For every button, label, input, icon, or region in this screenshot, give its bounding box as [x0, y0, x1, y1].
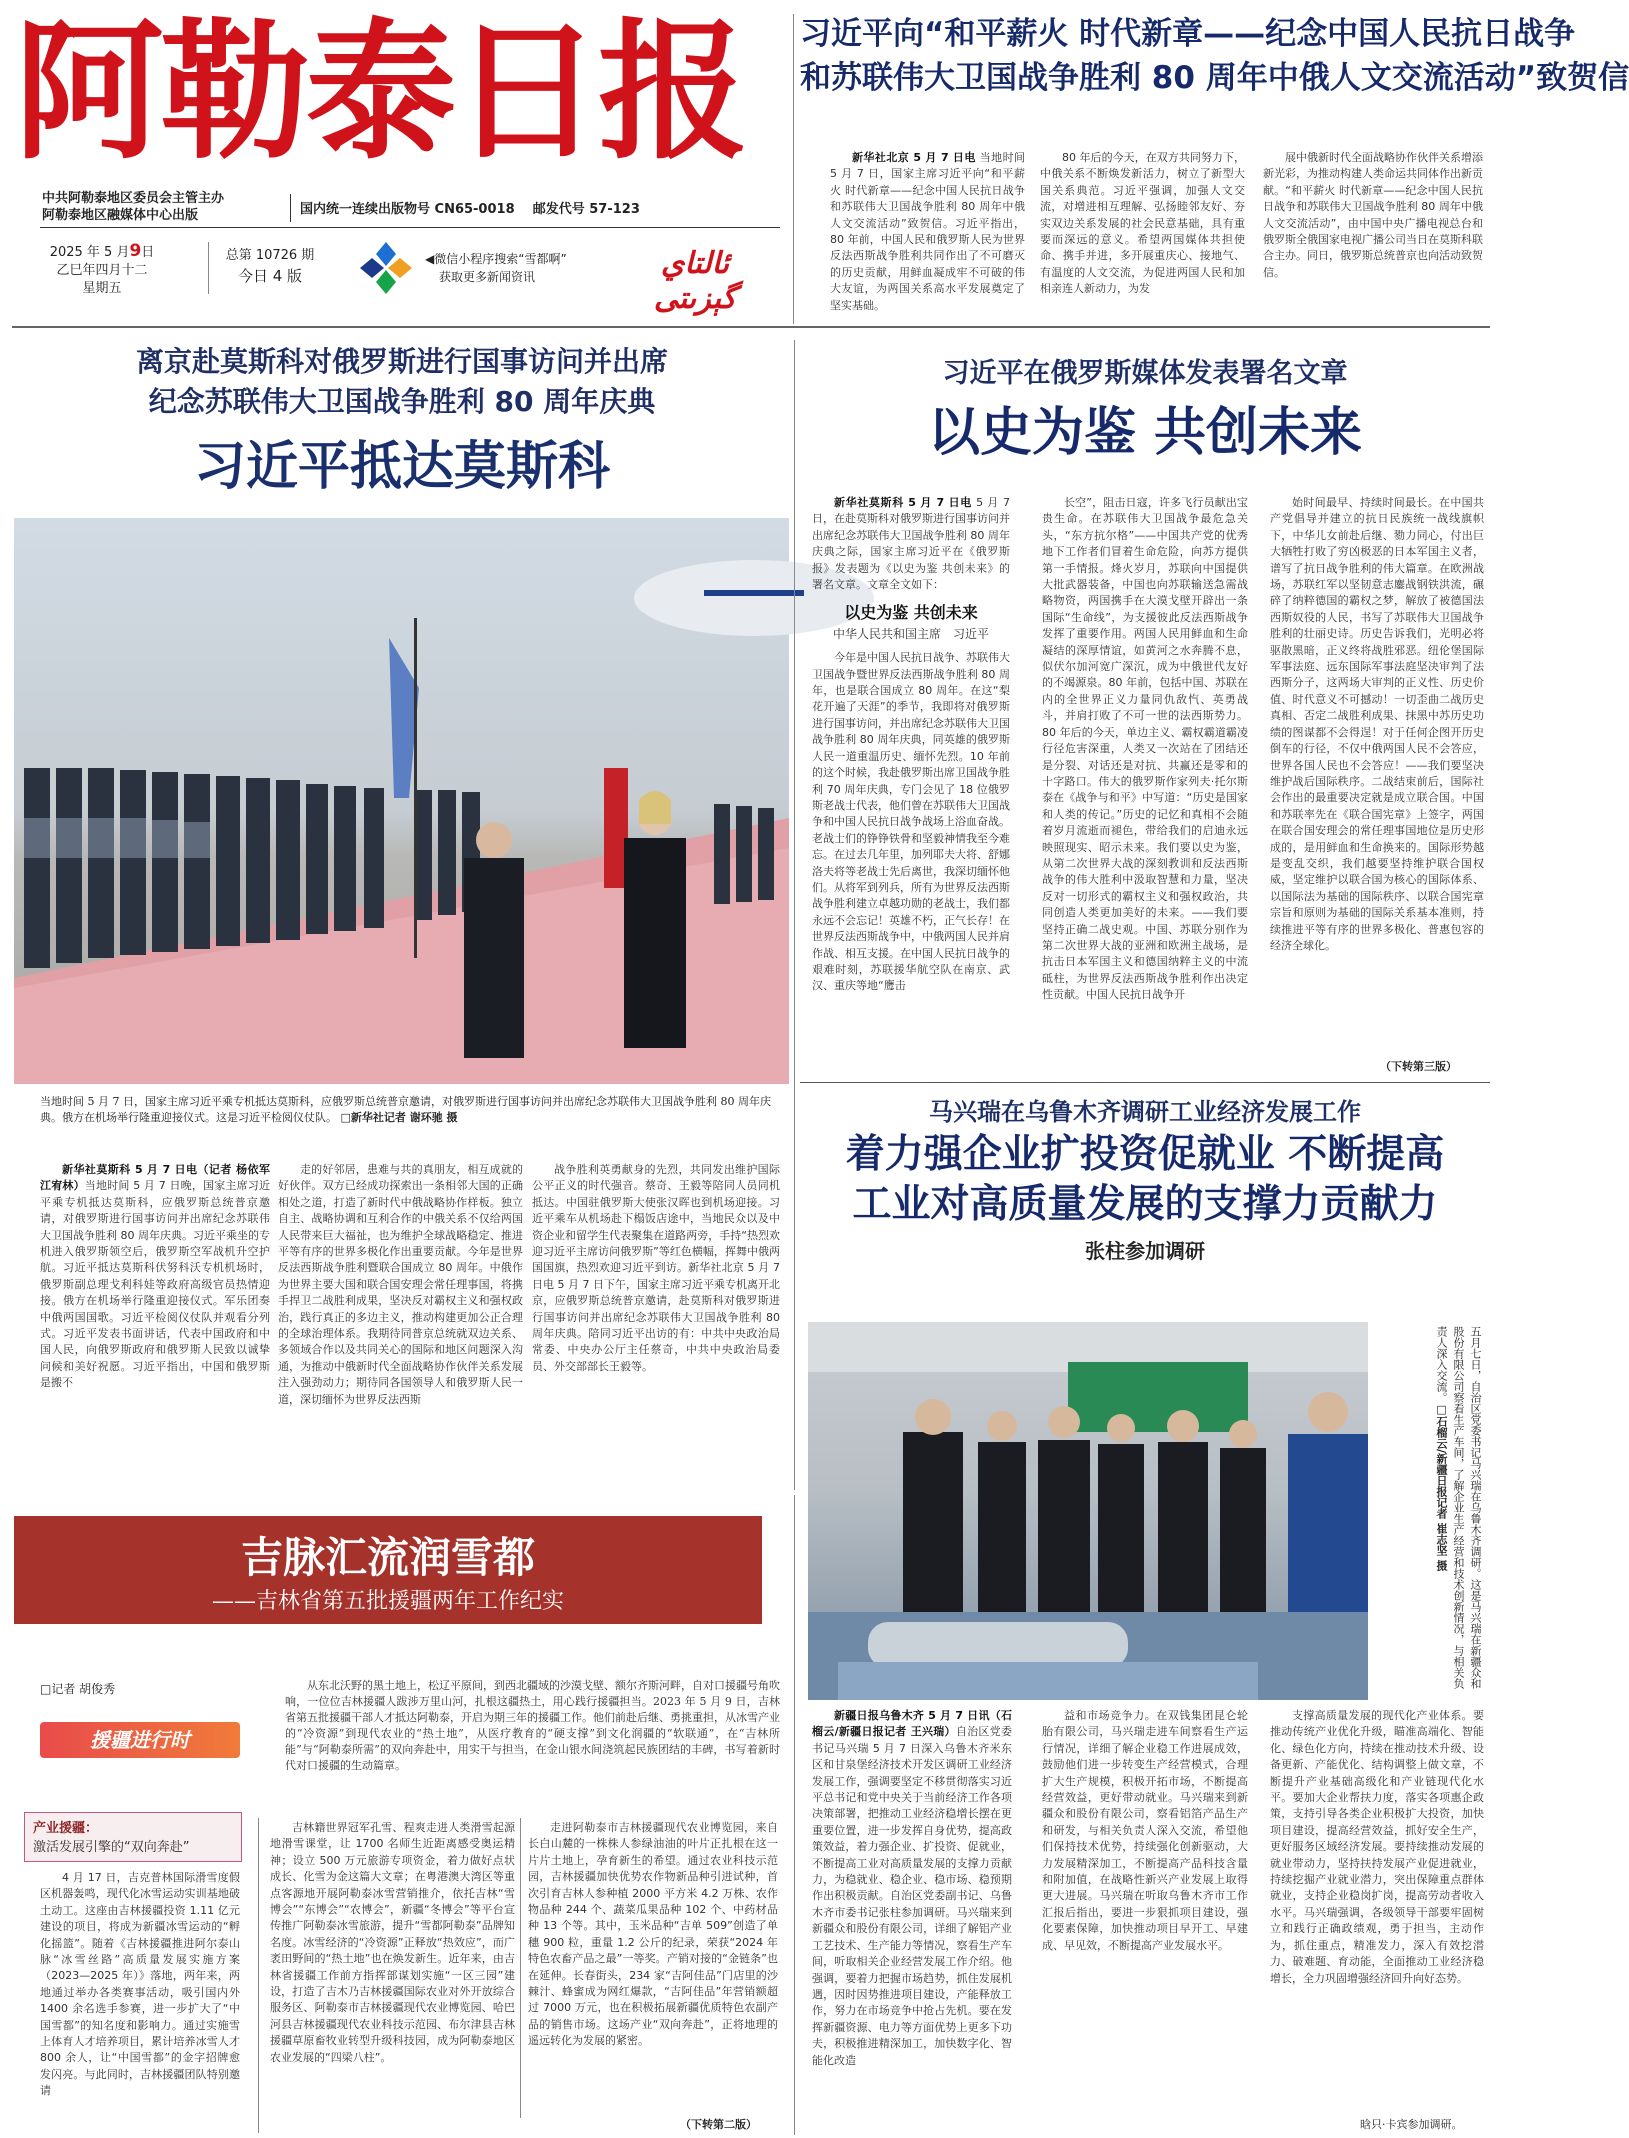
masthead-title: 阿勒泰日报: [14, 6, 745, 180]
urumqi-headline-2: 工业对高质量发展的支撑力贡献力: [852, 1182, 1438, 1227]
cn-number: 国内统一连续出版物号 CN65-0018: [300, 202, 515, 217]
urumqi-headline: [800, 1130, 1490, 1230]
moscow-caption: 当地时间 5 月 7 日，国家主席习近平乘专机抵达莫斯科，应俄罗斯总统普京邀请，对俄罗斯进行国事访问并出席纪念苏联伟大卫国战争胜利 80 周年庆典。俄方在机场举行隆重迎接仪式。这是习近平检阅仪仗队。 □新华社记者 谢环驰 摄: [40, 1095, 771, 1124]
moscow-col-1: 新华社莫斯科 5 月 7 日电（记者 杨依军 江宥林）当地时间 5 月 7 日晚，国家主席习近平乘专机抵达莫斯科，应俄罗斯总统普京邀请，对俄罗斯进行国事访问并出席纪念苏联伟大卫国战争胜利 80 周年庆典。习近平乘坐的专机进入俄罗斯领空后，俄罗斯空军战机升空护航。习近平抵达莫斯科伏努科沃专机机场时，俄罗斯副总理戈利科娃等政府高级官员热情迎接。俄方在机场举行隆重迎接仪式。军乐团奏中俄两国国歌。习近平检阅仪仗队并观看分列式。习近平发表书面讲话，代表中国政府和中国人民，向俄罗斯政府和俄罗斯人民致以诚挚问候和美好祝愿。习近平指出，中国和俄罗斯是搬不: [40, 1163, 270, 1390]
issue-number: 总第 10726 期: [225, 248, 315, 263]
date-prefix: 2025 年 5 月: [49, 245, 130, 260]
urumqi-end: 晗只·卡宾参加调研。: [1360, 2118, 1463, 2131]
urumqi-col-2: 益和市场竞争力。在双钱集团昆仑轮胎有限公司，马兴瑞走进车间察看生产运行情况，详细了解企业稳工作进展成效，鼓励他们进一步转变生产经营模式，合理扩大生产规模，积极开拓市场，不断提高经营效益，更好带动就业。马兴瑞来到新疆众和股份有限公司，察看铝箔产品生产和研发，与相关负责人深入交流，希望他们保持技术优势，持续强化创新驱动，大力发展精深加工，不断提高产品科技含量和附加值，在战略性新兴产业发展上取得更大进展。马兴瑞在听取乌鲁木齐市工作汇报后指出，要进一步狠抓项目建设，强化要素保障，加快推动项目早开工、早建成、早见效，不断提高产业发展水平。: [1042, 1709, 1248, 1952]
signed-continued: （下转第三版）: [1380, 1060, 1457, 1073]
date-day: 9: [129, 241, 142, 261]
jilin-reporter: □记者 胡俊秀: [40, 1682, 116, 1696]
moscow-arrival-photo: [14, 518, 789, 1084]
uyghur-title: ئالتاي گېزىتى: [653, 246, 737, 316]
urumqi-headline-1: 着力强企业扩投资促就业 不断提高: [845, 1132, 1445, 1177]
sponsor-info: [42, 190, 282, 224]
jilin-side-box: [24, 1812, 242, 1862]
weekday: 星期五: [82, 281, 122, 296]
jilin-banner: [14, 1516, 762, 1624]
top-col-1: 新华社北京 5 月 7 日电 当地时间 5 月 7 日，国家主席习近平向“和平薪火 时代新章——纪念中国人民抗日战争和苏联伟大卫国战争胜利 80 周年中俄人文交流活动”致贺信。习近平指出，80 年前，中国人民和俄罗斯人民为世界反法西斯战争胜利共同作出了不可磨灭的历史贡献，用鲜血凝成牢不可破的伟大友谊，为两国关系高水平发展奠定了坚实基础。: [830, 151, 1026, 312]
top-headline: [800, 12, 1629, 100]
sponsor-line-2: 阿勒泰地区融媒体中心出版: [42, 208, 199, 223]
moscow-kicker: [12, 342, 792, 422]
jilin-continued: （下转第二版）: [680, 2118, 757, 2131]
jilin-side-head: 产业援疆：: [33, 1821, 99, 1836]
date-block: [42, 242, 162, 298]
jilin-side-sub: 激活发展引擎的“双向奔赴”: [33, 1840, 190, 1855]
urumqi-sub: 张柱参加调研: [1085, 1239, 1205, 1263]
urumqi-kicker: 马兴瑞在乌鲁木齐调研工业经济发展工作: [929, 1098, 1361, 1126]
jilin-col-3: 走进阿勒泰市吉林援疆现代农业博览园，来自长白山麓的一株株人参绿油油的叶片正扎根在这一片片土地上，孕育新生的希望。通过农业科技示范园，吉林援疆加快优势农作物新品种引进试种，首次引育吉林人参种植 2000 平方米 4.2 万株、农作物品种 244 个、蔬菜瓜果品种 102 个、中药材品种 13 个等。其中，玉米品种“吉单 509”创造了单穗 900 粒，重量 1.2 公斤的纪录，荣获“2024 年特色农畜产品之最”一等奖。产销对接的“金链条”也在延伸。长春街头，234 家“吉阿佳品”门店里的沙棘汁、蜂蜜成为网红爆款，“吉阿佳品”年营销额超过 7000 万元，也在积极拓展新疆优质特色农副产品的销售市场。这场产业“双向奔赴”，正将地理的遥远转化为发展的紧密。: [528, 1821, 778, 2048]
urumqi-caption: 五月七日，自治区党委书记马兴瑞在乌鲁木齐调研。这是马兴瑞在新疆众和股份有限公司察看生产车间，了解企业生产经营和技术创新情况，与相关负责人深入交流。□石榴云/新疆日报记者 崔志坚 摄: [1435, 1326, 1482, 1689]
moscow-photo-credit: □新华社记者 谢环驰 摄: [340, 1111, 458, 1124]
moscow-headline: 习近平抵达莫斯科: [193, 437, 610, 497]
wechat-note: [425, 250, 567, 286]
urumqi-col-3: 支撑高质量发展的现代化产业体系。要推动传统产业优化升级，瞄准高端化、智能化、绿色化方向，持续在推动技术升级、设备更新、产能优化、结构调整上做文章，不断提升产业基础高级化和产业链现代化水平。要加大企业帮扶力度，落实各项惠企政策，支持引导各类企业积极扩大投资，加快项目建设，提高经营效益，抓好安全生产，更好服务区域经济发展。要持续推动发展的就业带动力，坚持扶持发展产业促进就业，持续挖掘产业就业潜力，突出保障重点群体就业，支持企业稳岗扩岗，提高劳动者收入水平。马兴瑞强调，各级领导干部要牢固树立和践行正确政绩观，勇于担当，主动作为，抓住重点，精准发力，深入有效挖潜力、破难题、育动能，全面推动工业经济稳增长，全力巩固增强经济回升向好态势。: [1270, 1709, 1484, 1985]
wechat-line-2: 获取更多新闻资讯: [439, 270, 536, 284]
urumqi-photo-credit: □石榴云/新疆日报记者 崔志坚 摄: [1435, 1403, 1448, 1571]
signed-byline: 中华人民共和国主席 习近平: [832, 626, 989, 641]
signed-kicker: 习近平在俄罗斯媒体发表署名文章: [942, 358, 1348, 389]
top-col-2: 80 年后的今天，在双方共同努力下，中俄关系不断焕发新活力，树立了新型大国关系典范。习近平强调，加强人文交流，对增进相互理解、弘扬睦邻友好、夯实双边关系发展的社会民意基础，具有重要而深远的意义。希望两国媒体共担使命、携手并进，多开展重庆心、接地气、有温度的人文交流，为促进两国人民和加相亲连人新动力，为发: [1040, 151, 1245, 296]
urumqi-factory-photo: [808, 1322, 1368, 1700]
signed-headline: 以史为鉴 共创未来: [927, 403, 1363, 463]
moscow-col-3: 战争胜利英勇献身的先烈，共同发出维护国际公平正义的时代强音。蔡奇、王毅等陪同人员同机抵达。中国驻俄罗斯大使张汉晖也到机场迎接。习近平乘车从机场赴下榻饭店途中，当地民众以及中资企业和留学生代表聚集在道路两旁，手持“热烈欢迎习近平主席访问俄罗斯”等红色横幅，挥舞中俄两国国旗，热烈欢迎习近平到访。新华社北京 5 月 7 日电 5 月 7 日下午，国家主席习近平乘专机离开北京，应俄罗斯总统普京邀请，赴莫斯科对俄罗斯进行国事访问并出席纪念苏联伟大卫国战争胜利 80 周年庆典。陪同习近平出访的有：中共中央政治局常委、中央办公厅主任蔡奇，中共中央政治局委员、外交部部长王毅等。: [532, 1163, 780, 1373]
moscow-col-2: 走的好邻居，患难与共的真朋友，相互成就的好伙伴。双方已经成功探索出一条相邻大国的正确相处之道，打造了新时代中俄战略协作样板。独立自主、战略协调和互利合作的中俄关系不仅给两国人民带来巨大福祉，也为维护全球战略稳定、推进平等有序的世界多极化作出重要贡献。今年是世界反法西斯战争胜利暨联合国成立 80 周年。中俄作为世界主要大国和联合国安理会常任理事国，将携手捍卫二战胜利成果，坚决反对霸权主义和强权政治，践行真正的多边主义，推动构建更加公正合理的全球治理体系。我期待同普京总统就双边关系、多领域合作以及共同关心的国际和地区问题深入沟通，为推动中俄新时代全面战略协作伙伴关系发展注入强劲动力；期待同各国领导人和俄罗斯人民一道，深切缅怀为世界反法西斯: [278, 1163, 523, 1406]
lunar-date: 乙巳年四月十二: [56, 263, 148, 278]
post-code: 邮发代号 57-123: [532, 202, 640, 217]
jilin-col-1: 4 月 17 日，吉克普林国际滑雪度假区机器轰鸣，现代化冰雪运动实训基地破土动工。这座由吉林援疆投资 1.11 亿元建设的项目，将成为新疆冰雪运动的“孵化摇篮”。随着《吉林援疆推进阿尔泰山脉“冰雪丝路”高质量发展实施方案（2023—2025 年）》落地，两年来，两地通过举办各类赛事活动，吸引国内外 1400 余名选手参赛，进一步扩大了“中国雪都”的知名度和影响力。通过实施雪上体育人才培养项目，累计培养冰雪人才 800 余人，让“中国雪都”的金字招牌愈发闪亮。与此同时，吉林援疆团队特别邀请: [40, 1871, 240, 2098]
jilin-col-2: 吉林籍世界冠军孔雪、程爽走进人类滑雪起源地滑雪课堂，让 1700 名师生近距离感受奥运精神；设立 500 万元旅游专项资金，着力做好点状成长、化雪为金这篇大文章；在粤港澳大湾区等重点客源地开展阿勒泰冰雪营销推介，依托吉林“雪博会”“东博会”“农博会”，新疆“冬博会”等平台宣传推广阿勒泰冰雪旅游，提升“雪都阿勒泰”品牌知名度。冰雪经济的“冷资源”正释放“热效应”，而广袤田野间的“热土地”也在焕发新生。近年来，由吉林省援疆工作前方指挥部谋划实施“一区三园”建设，打造了吉木乃吉林援疆国际农业对外开放综合服务区、阿勒泰市吉林援疆现代农业博览园、哈巴河县吉林援疆现代农业科技示范园、布尔津县吉林援疆草原畜牧业转型升级科技园，成为阿勒泰地区农业发展的“四梁八柱”。: [270, 1821, 515, 2064]
moscow-kicker-1: 离京赴莫斯科对俄罗斯进行国事访问并出席: [135, 345, 668, 378]
page-count: 今日 4 版: [237, 267, 303, 285]
signed-col-1: 新华社莫斯科 5 月 7 日电 5 月 7 日，在赴莫斯科对俄罗斯进行国事访问并出席纪念苏联伟大卫国战争胜利 80 周年庆典之际，国家主席习近平在《俄罗斯报》发表题为《以史为鉴 共创未来》的署名文章。文章全文如下： 以史为鉴 共创未来 中华人民共和国主席 习近平 今年是中国人民抗日战争、苏联伟大卫国战争暨世界反法西斯战争胜利 80 周年，也是联合国成立 80 周年。在这“梨花开遍了天涯”的季节，我即将对俄罗斯进行国事访问，并出席纪念苏联伟大卫国战争胜利 80 周年庆典，同英雄的俄罗斯人民一道重温历史、缅怀先烈。10 年前的这个时候，我赴俄罗斯出席卫国战争胜利 70 周年庆典，专门会见了 18 位俄罗斯老战士代表，他们曾在苏联伟大卫国战争和中国人民抗日战争战场上浴血奋战。老战士们的铮铮铁骨和坚毅神情我至今难忘。在过去几年里，加列耶夫大将、舒娜洛夫将等老战士先后离世，我深切缅怀他们。从将军到列兵，所有为世界反法西斯战争胜利建立卓越功勋的老战士，我们都永远不会忘记！英雄不朽，正气长存！在世界反法西斯战争中，中俄两国人民并肩作战、相互支援。在中国人民抗日战争的艰难时刻，苏联援华航空队在南京、武汉、重庆等地“鹰击: [812, 496, 1010, 993]
jilin-banner-title: 吉脉汇流润雪都: [240, 1533, 535, 1582]
jilin-intro: 从东北沃野的黑土地上，松辽平原间，到西北疆域的沙漠戈壁、额尔齐斯河畔，自对口援疆号角吹响，一位位吉林援疆人跋涉万里山河，扎根这疆热土，用心践行援疆担当。2023 年 5 月 9 日，吉林省第五批援疆干部人才抵达阿勒泰，开启为期三年的援疆工作。他们前赴后继、勇挑重担，从冰雪产业的“冷资源”到现代农业的“热土地”，从医疗教育的“硬支撑”到文化润疆的“软联通”，在“吉林所能”与“阿勒泰所需”的双向奔赴中，用实干与担当，在金山银水间浇筑起民族团结的丰碑，书写着新时代对口援疆的生动篇章。: [285, 1679, 780, 1772]
sponsor-line-1: 中共阿勒泰地区委员会主管主办: [42, 191, 225, 206]
moscow-kicker-2: 纪念苏联伟大卫国战争胜利 80 周年庆典: [148, 385, 656, 418]
app-logo-icon[interactable]: [356, 238, 416, 298]
jilin-logo: 援疆进行时: [40, 1722, 240, 1758]
date-suffix: 日: [141, 245, 155, 260]
signed-col-3: 始时间最早、持续时间最长。在中国共产党倡导并建立的抗日民族统一战线旗帜下，中华儿女前赴后继、勠力同心，付出巨大牺牲打败了穷凶极恶的日本军国主义者，谱写了抗日战争胜利的伟大篇章。在欧洲战场，苏联红军以坚韧意志鏖战钢铁洪流，碾碎了纳粹德国的霸权之梦，解放了被德国法西斯奴役的人民，书写了苏联伟大卫国战争胜利的壮丽史诗。历史告诉我们，光明必将驱散黑暗，正义终将战胜邪恶。纽伦堡国际军事法庭、远东国际军事法庭坚决审判了法西斯分子，这两场大审判的正义性、历史价值、时代意义不可撼动！一切歪曲二战历史真相、否定二战胜利成果、抹黑中苏历史功绩的图谋都不会得逞！对于任何企图开历史倒车的行径，不仅中俄两国人民不会答应，世界各国人民也不会答应！——我们要坚决维护战后国际秩序。二战结束前后，国际社会作出的最重要决定就是成立联合国。中国和苏联率先在《联合国宪章》上签字，两国在联合国安理会的常任理事国地位是历史形成的，是用鲜血和生命换来的。国际形势越是变乱交织，我们越要坚持维护联合国权威，坚定维护以联合国为核心的国际体系、以国际法为基础的国际秩序、以联合国宪章宗旨和原则为基础的国际关系基本准则，持续推进平等有序的世界多极化、普惠包容的经济全球化。: [1270, 496, 1484, 952]
signed-subtitle: 以史为鉴 共创未来: [844, 603, 978, 623]
top-headline-2: 和苏联伟大卫国战争胜利 80 周年中俄人文交流活动”致贺信: [800, 60, 1629, 96]
signed-col-2: 长空”，阻击日寇，许多飞行员献出宝贵生命。在苏联伟大卫国战争最危急关头，“东方抗尔格”——中国共产党的优秀地下工作者们冒着生命危险，向苏方提供第一手情报。烽火岁月，苏联向中国提供大批武器装备，中国也向苏联输送急需战略物资，两国携手在大漠戈壁开辟出一条国际“生命线”，为支援彼此反法西斯战争发挥了重要作用。两国人民用鲜血和生命凝结的深厚情谊，如黄河之水奔腾不息，似伏尔加河宽广深沉，成为中俄世代友好的不竭源泉。80 年前，包括中国、苏联在内的全世界正义力量同仇敌忾、英勇战斗，并肩打败了不可一世的法西斯势力。80 年后的今天，单边主义、霸权霸道霸凌行径危害深重，人类又一次站在了团结还是分裂、对话还是对抗、共赢还是零和的十字路口。伟大的俄罗斯作家列夫·托尔斯泰在《战争与和平》中写道：“历史是国家和人类的传记。”历史的记忆和真相不会随着岁月流逝而褪色，带给我们的启迪永远映照现实、昭示未来。我们要以史为鉴，从第二次世界大战的深刻教训和反法西斯战争的伟大胜利中汲取智慧和力量，坚决反对一切形式的霸权主义和强权政治，共同创造人类更加美好的未来。——我们要坚持正确二战史观。中国、苏联分别作为第二次世界大战的亚洲和欧洲主战场，是抗击日本军国主义和德国纳粹主义的中流砥柱，为世界反法西斯战争胜利作出决定性贡献。中国人民抗日战争开: [1042, 496, 1248, 1002]
issue-block: [220, 246, 320, 286]
jilin-banner-sub: ——吉林省第五批援疆两年工作纪实: [211, 1589, 564, 1614]
publication-numbers: [300, 201, 640, 218]
wechat-line-1: ◀微信小程序搜索“雪都啊”: [425, 252, 567, 266]
urumqi-col-1: 新疆日报乌鲁木齐 5 月 7 日讯（石榴云/新疆日报记者 王兴瑞）自治区党委书记马兴瑞 5 月 7 日深入乌鲁木齐米东区和甘泉堡经济技术开发区调研工业经济发展工作，强调要坚定不移贯彻落实习近平总书记和党中央关于当前经济工作各项决策部署，把推动工业经济稳增长摆在更重要位置，进一步发挥自身优势，提高政策效益，着力强企业、扩投资、促就业，不断提高工业对高质量发展的支撑力贡献力，为稳就业、稳企业、稳市场、稳预期作出积极贡献。自治区党委副书记、乌鲁木齐市委书记张柱参加调研。马兴瑞来到新疆众和股份有限公司，详细了解铝产业工艺技术、生产能力等情况，察看生产车间，听取相关企业经营发展工作介绍。他强调，要着力把握市场趋势，抓住发展机遇，因时因势推进项目建设，产能释放工作，努力在市场竞争中抢占先机。要在发挥新疆资源、电力等方面优势上更多下功夫，积极推进精深加工，加快数字化、智能化改造: [812, 1709, 1013, 2067]
top-headline-1: 习近平向“和平薪火 时代新章——纪念中国人民抗日战争: [800, 16, 1576, 52]
top-col-3: 展中俄新时代全面战略协作伙伴关系增添新光彩，为推动构建人类命运共同体作出新贡献。“和平薪火 时代新章——纪念中国人民抗日战争和苏联伟大卫国战争胜利 80 周年中俄人文交流活动”，由中国中央广播电视总台和俄罗斯全俄国家电视广播公司当日在莫斯科联合主办。同日，俄罗斯总统普京也向活动致贺信。: [1263, 151, 1483, 279]
